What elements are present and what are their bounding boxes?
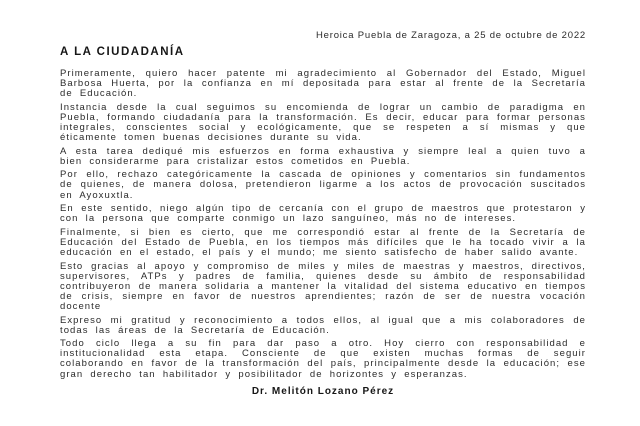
letter-body — [60, 69, 586, 380]
paragraph-cycle-end: Todo ciclo llega a su fin para dar paso a otro. Hoy cierro con responsabilidad e institucionalidad esta etapa. Consciente de que existen muchas formas de seguir colaborando en favor de la transformación del país, principalmente desde la educación; ese gran derecho tan habilitador y posibilitador de horizontes y esperanzas. — [60, 338, 586, 380]
paragraph-dedication: A esta tarea dediqué mis esfuerzos en forma exhaustiva y siempre leal a quien tuvo a bien considerarme para cristalizar estos cometidos en Puebla. — [60, 145, 586, 167]
paragraph-denial-closeness: En este sentido, niego algún tipo de cercanía con el grupo de maestros que protestaron y con la persona que comparte conmigo un lazo sanguíneo, más no de intereses. — [60, 203, 586, 225]
paragraph-gratitude-governor: Primeramente, quiero hacer patente mi agradecimiento al Gobernador del Estado, Miguel Barbosa Huerta, por la confianza en mí depositada para estar al frente de la Secretaría de Educación. — [60, 68, 586, 100]
paragraph-gratitude-collaborators: Expreso mi gratitud y reconocimiento a todos ellos, al igual que a mis colaboradores de todas las áreas de la Secretaría de Educación. — [60, 314, 586, 336]
signature-name: Dr. Melitón Lozano Pérez — [251, 385, 395, 397]
paragraph-thanks-teachers: Esto gracias al apoyo y compromiso de miles y miles de maestras y maestros, directivos, supervisores, ATPs y padres de familia, quienes desde su ámbito de responsabilidad contribuyeron de manera solidaria a mantener la vitalidad del sistema educativo en tiempos de crisis, siempre en favor de nuestros aprendientes; razón de ser de nuestra vocación docente — [60, 260, 586, 312]
paragraph-difficult-times: Finalmente, si bien es cierto, que me correspondió estar al frente de la Secretaría de Educación del Estado de Puebla, en los tiempos más difíciles que le ha tocado vivir a la educación en el estado, el país y el mundo; me siento satisfecho de haber salido avante. — [60, 226, 586, 258]
paragraph-paradigm-change: Instancia desde la cual seguimos su encomienda de lograr un cambio de paradigma en Puebla, formando ciudadanía para la transformación. Es decir, educar para formar personas integrales, conscientes social y ecológicamente, que se respeten a sí mismas y que éticamente tomen buenas decisiones durante su vida. — [60, 101, 586, 144]
dateline: Heroica Puebla de Zaragoza, a 25 de octubre de 2022 — [315, 30, 586, 41]
paragraph-rejection-accusations: Por ello, rechazo categóricamente la cascada de opiniones y comentarios sin fundamentos de quienes, de manera dolosa, pretendieron ligarme a los actos de provocación suscitados en Ayoxuxtla. — [60, 169, 586, 201]
letter-title: A LA CIUDADANÍA — [60, 46, 185, 58]
